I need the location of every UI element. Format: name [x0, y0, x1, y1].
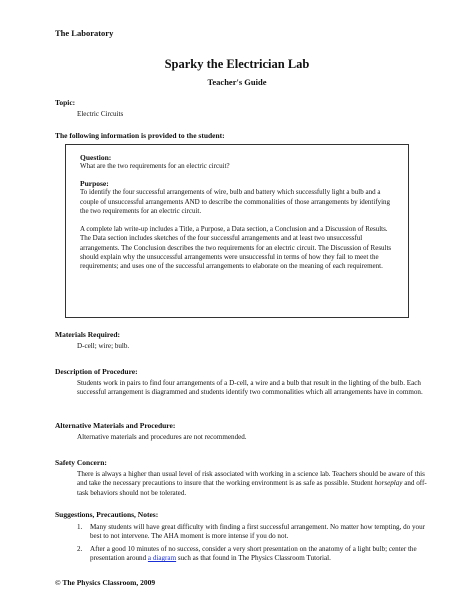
alternative-heading: Alternative Materials and Procedure: — [55, 421, 176, 430]
safety-heading: Safety Concern: — [55, 458, 107, 467]
question-heading: Question: — [80, 153, 112, 162]
provided-heading: The following information is provided to the student: — [55, 131, 225, 140]
safety-text: There is always a higher than usual level of risk associated with working in a science lab. Teachers should be aware of this and take the necessary precautions to insure that the working environment is as safe as possible. Student horseplay and off-task behaviors should not be tolerated. — [77, 470, 427, 497]
materials-heading: Materials Required: — [55, 330, 121, 339]
document-page: The Laboratory Sparky the Electrician Lab Teacher's Guide Topic: Electric Circuits The following information is provided to the student: Question: What are the two requirements for an electric circuit? Purpose: To identify the four successful arrangements of wire, bulb and battery which successfully light a bulb and a couple of unsuccessful arrangements AND to describe the commonalities of those arrangements by identifying the two requirements for an electric circuit. A complete lab write-up includes a Title, a Purpose, a Data section, a Conclusion and a Discussion of Results. The Data section includes sketches of the four successful arrangements and at least two unsuccessful arrangements. The Conclusion describes the two requirements for an electric circuit. The Discussion of Results should explain why the unsuccessful arrangements were unsuccessful in terms of how they fail to meet the requirements; and uses one of the successful arrangements to elaborate on the meaning of each requirement. Materials Required: D-cell; wire; bulb. Description of Procedure: Students work in pairs to find four arrangements of a D-cell, a wire and a bulb that result in the lighting of the bulb. Each successful arrangement is diagrammed and students identify two commonalities which all arrangements have in common. Alternative Materials and Procedure: Alternative materials and procedures are not recommended. Safety Concern: There is always a higher than usual level of risk associated with working in a science lab. Teachers should be aware of this and take the necessary precautions to insure that the working environment is as safe as possible. Student horseplay and off-task behaviors should not be tolerated. Suggestions, Precautions, Notes: 1. Many students will have great difficulty with finding a first successful arrangement. No matter how tempting, do your best to not intervene. The AHA moment is more intense if you do not. 2. After a good 10 minutes of no success, consider a very short presentation on the anatomy of a light bulb; center the presentation around a diagram such as that found in The Physics Classroom Tutorial. © The Physics Classroom, 2009 — [0, 0, 474, 613]
purpose-heading: Purpose: — [80, 179, 109, 189]
page-subtitle: Teacher's Guide — [207, 77, 267, 87]
topic-text: Electric Circuits — [77, 110, 124, 118]
student-info-box — [65, 144, 409, 318]
alternative-text: Alternative materials and procedures are not recommended. — [77, 433, 247, 441]
topic-heading: Topic: — [55, 98, 76, 107]
suggestions-heading: Suggestions, Precautions, Notes: — [55, 510, 159, 519]
materials-text: D-cell; wire; bulb. — [77, 342, 130, 350]
procedure-heading: Description of Procedure: — [55, 367, 138, 376]
purpose-text: To identify the four successful arrangements of wire, bulb and battery which successfully light a bulb and a couple of unsuccessful arrangements AND to describe the commonalities of those arrangements by identifying the two requirements for an electric circuit. — [80, 188, 391, 215]
diagram-link[interactable]: a diagram — [147, 554, 177, 563]
running-header: The Laboratory — [55, 28, 114, 38]
question-text: What are the two requirements for an electric circuit? — [80, 162, 230, 170]
footer-copyright: © The Physics Classroom, 2009 — [55, 578, 156, 587]
writeup-text: A complete lab write-up includes a Title, a Purpose, a Data section, a Conclusion and a Discussion of Results. The Data section includes sketches of the four successful arrangements and at least two unsuccessful arrangements. The Conclusion describes the two requirements for an electric circuit. The Discussion of Results should explain why the unsuccessful arrangements were unsuccessful in terms of how they fail to meet the requirements; and uses one of the successful arrangements to elaborate on the meaning of each requirement. — [80, 225, 392, 271]
safety-emphasis: horseplay — [374, 479, 403, 488]
page-title: Sparky the Electrician Lab — [164, 57, 310, 71]
procedure-text: Students work in pairs to find four arrangements of a D-cell, a wire and a bulb that result in the lighting of the bulb. Each successful arrangement is diagrammed and students identify two commonalities which all arrangements have in common. — [77, 379, 423, 397]
